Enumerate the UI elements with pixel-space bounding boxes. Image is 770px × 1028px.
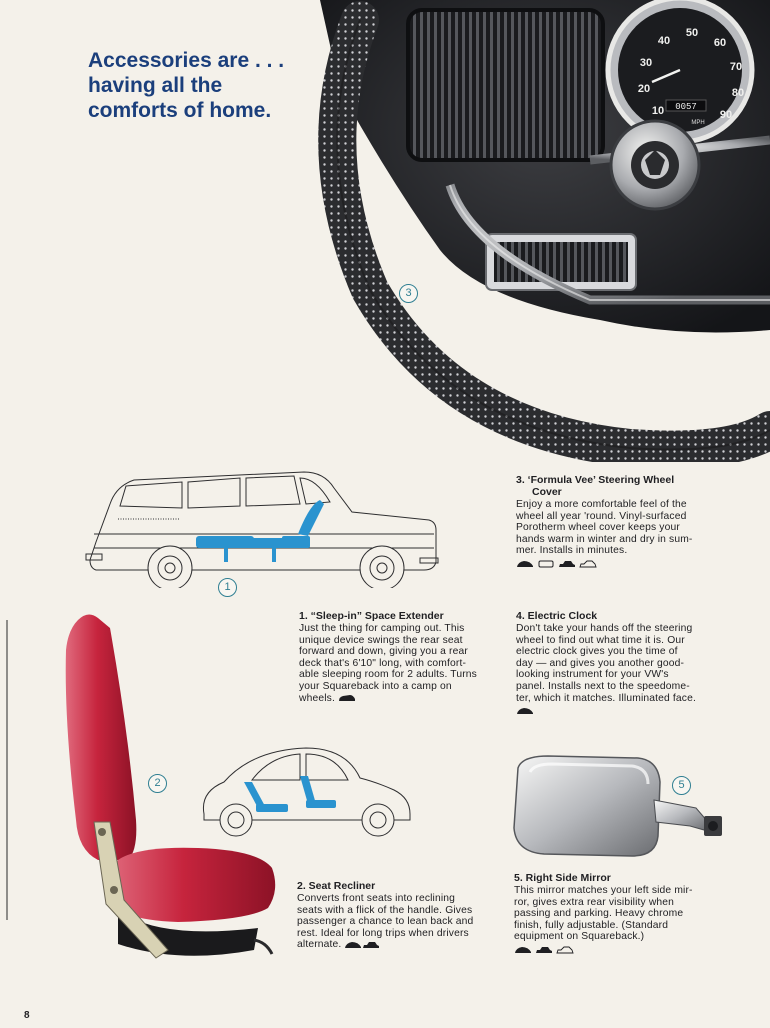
item-1-line: unique device swings the rear seat [299, 634, 463, 646]
item-5-line: passing and parking. Heavy chrome [514, 908, 684, 920]
callout-number-3: 3 [399, 284, 418, 303]
item-5-line: equipment on Squareback.) [514, 931, 645, 943]
item-4-line: ter, which it matches. Illuminated face. [516, 692, 696, 704]
side-mirror-photo [508, 752, 738, 864]
item-4-line: panel. Installs next to the speedome- [516, 680, 690, 692]
car-icon-beetle [344, 941, 362, 949]
item-3-body [516, 499, 710, 557]
item-4-body [516, 623, 710, 704]
item-1-line: wheels. [299, 693, 491, 705]
callout-number-2: 2 [148, 774, 167, 793]
item-3-title-cont: Cover [532, 486, 562, 498]
item-3-line: wheel all year 'round. Vinyl-surfaced [516, 510, 687, 522]
item-2-line: Converts front seats into reclining [297, 893, 456, 904]
item-5-text [514, 872, 710, 954]
headline-line-3: comforts of home. [88, 99, 272, 122]
item-3-title: 3. ‘Formula Vee’ Steering Wheel Cover [516, 474, 710, 498]
speedo-tick-40: 40 [657, 35, 671, 47]
page-number: 8 [24, 1010, 30, 1021]
car-icon-sedan [535, 946, 553, 954]
item-1-title: 1. “Sleep-in” Space Extender [299, 610, 444, 622]
item-5-body [514, 885, 710, 943]
item-5-model-icons [514, 946, 710, 954]
item-3-line: Porotherm wheel cover keeps your [516, 522, 680, 534]
speedo-tick-30: 30 [639, 57, 653, 69]
item-5-line: ror, gives extra rear visibility when [514, 896, 675, 908]
speedo-tick-60: 60 [713, 37, 727, 49]
item-2-line: passenger a chance to lean back and [297, 916, 474, 928]
item-2-body [297, 893, 491, 951]
speedo-tick-90: 90 [719, 109, 733, 121]
item-4-model-icons [516, 707, 710, 715]
item-4-title: 4. Electric Clock [516, 610, 598, 622]
page-edge-rule [6, 620, 8, 920]
item-3-line: mer. Installs in minutes. [516, 545, 628, 557]
callout-number-1: 1 [218, 578, 237, 597]
car-icon-fastback [338, 694, 356, 702]
car-icon-beetle [516, 560, 534, 568]
item-4-line: wheel to find out what time it is. Our [516, 634, 685, 646]
item-1-line: forward and down, giving you a rear [299, 646, 468, 658]
item-1-line: your Squareback into a camp on [299, 680, 452, 692]
item-1-text [299, 610, 491, 704]
speedo-tick-10: 10 [651, 105, 665, 117]
item-1-line: able sleeping room for 2 adults. Turns [299, 669, 477, 681]
speedo-unit: MPH [691, 120, 705, 126]
odometer-readout: 0057 [675, 102, 697, 112]
car-icon-beetle [514, 946, 532, 954]
callout-number-5: 5 [672, 776, 691, 795]
item-2-text [297, 880, 491, 951]
item-1-line: Just the thing for camping out. This [299, 623, 465, 634]
reclining-seat-photo [58, 610, 284, 970]
car-icon-outline [579, 560, 597, 568]
item-5-title: 5. Right Side Mirror [514, 872, 611, 884]
headline-line-1: Accessories are . . . [88, 49, 285, 72]
item-2-line: seats with a flick of the handle. Gives [297, 904, 473, 916]
item-3-model-icons [516, 560, 710, 568]
headline-line-2: having all the [88, 74, 223, 97]
car-icon-beetle [516, 707, 534, 715]
steering-wheel-photo [300, 0, 770, 462]
item-3-line: hands warm in winter and dry in sum- [516, 533, 693, 545]
speedo-tick-20: 20 [637, 83, 651, 95]
page-headline [88, 48, 328, 123]
item-4-line: day — and gives you another good- [516, 657, 685, 669]
car-icon-outline [556, 946, 574, 954]
item-3-line: Enjoy a more comfortable feel of the [516, 499, 687, 510]
speedo-tick-80: 80 [731, 87, 745, 99]
item-5-line: finish, fully adjustable. (Standard [514, 919, 669, 931]
item-2-line: rest. Ideal for long trips when drivers [297, 927, 469, 939]
item-2-title: 2. Seat Recliner [297, 880, 376, 892]
item-4-text [516, 610, 710, 715]
item-4-line: electric clock gives you the time of [516, 646, 678, 658]
item-5-line: This mirror matches your left side mir- [514, 885, 693, 896]
speedo-tick-70: 70 [729, 61, 743, 73]
item-2-line: alternate. [297, 939, 491, 951]
car-icon-sedan [362, 941, 380, 949]
item-1-line: deck that's 6'10" long, with comfort- [299, 657, 467, 669]
item-4-line: looking instrument for your VW's [516, 669, 669, 681]
item-1-body [299, 623, 491, 704]
item-3-text [516, 474, 710, 568]
van-icon [537, 560, 555, 568]
speedo-tick-50: 50 [685, 27, 699, 39]
car-icon-sedan [558, 560, 576, 568]
item-4-line: Don't take your hands off the steering [516, 623, 693, 634]
squareback-car-illustration [84, 464, 444, 588]
